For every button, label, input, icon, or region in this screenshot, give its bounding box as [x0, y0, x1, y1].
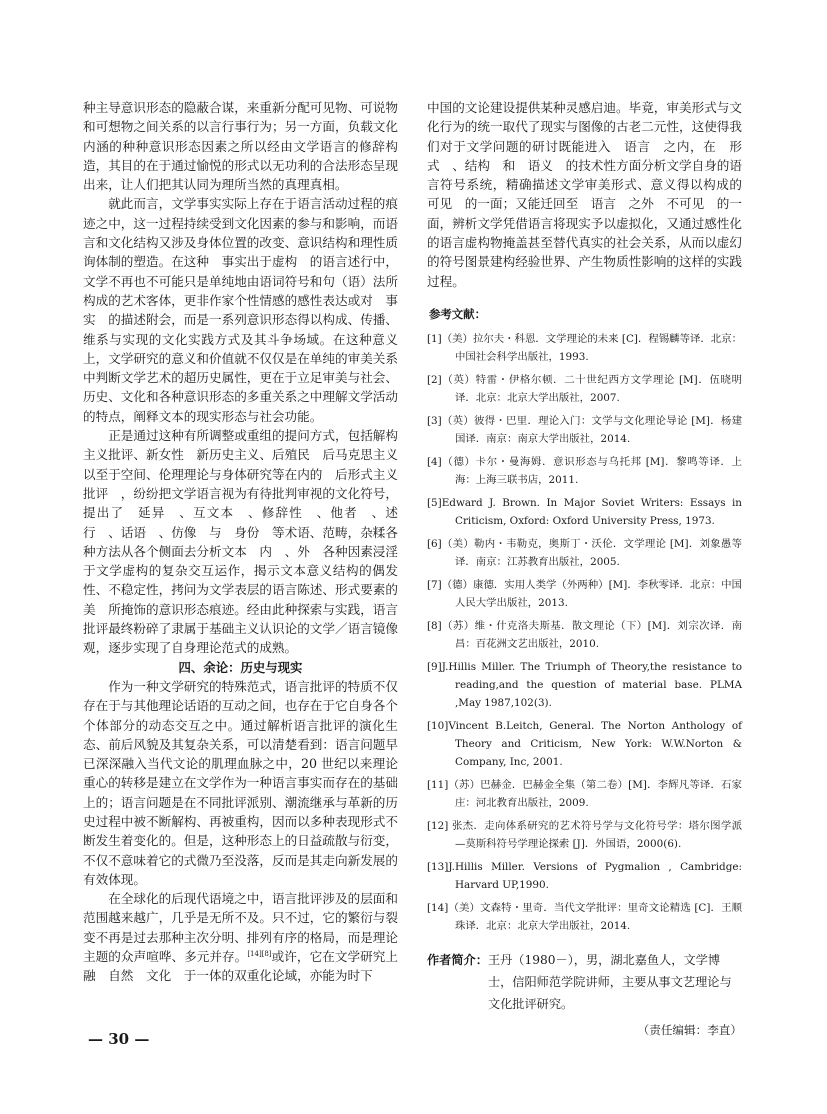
- body-paragraph: 作为一种文学研究的特殊范式，语言批评的特质不仅存在于与其他理论话语的互动之间，也存在于它自身各个个体部分的动态交互之中。通过解析语言批评的演化生态、前后风貌及其复杂关系，可以清楚看到：语言问题早已深深融入当代文论的肌理血脉之中，20 世纪以来理论重心的转移是建立在文学作为一种语言事实而存在的基础上的；语言问题是在不同批评派别、潮流继承与革新的历史过程中被不断解构、再被重构，因而以多种表现形式不断发生着变化的。但是，这种形态上的日益疏散与衍变，不仅不意味着它的式微乃至没落，反而是其走向新发展的有效体现。: [83, 678, 398, 887]
- reference-item: [6]（美）勒内・韦勒克，奥斯丁・沃伦．文学理论 [M]．刘象愚等译．南京：江苏教育出版社，2005.: [427, 538, 742, 569]
- author-bio: [427, 949, 742, 1015]
- body-paragraph: [83, 889, 398, 985]
- reference-item: [14]（美）文森特・里奇．当代文学批评：里奇文论精选 [C]．王顺珠译．北京：北京大学出版社，2014.: [427, 902, 742, 933]
- responsible-editor: （责任编辑：李直）: [637, 1023, 742, 1038]
- citation-marker: [14][8]: [247, 949, 272, 958]
- body-paragraph: 正是通过这种有所调整或重组的提问方式，包括解构主义批评、新女性 新历史主义、后殖民 后马克思主义以至于空间、伦理理论与身体研究等在内的 后形式主义批评 ，纷纷把文学语言视为有待批判审视的文化符号，提出了 延异 、互文本 、修辞性 、他者 、述行 、话语 、仿像 与 身份 等术语、范畴，杂糅各种方法从各个侧面去分析文本 内 、外 各种因素浸淫于文学虚构的复杂交互运作，揭示文本意义结构的偶发性、不稳定性，拷问为文学表层的语言陈述、形式要素的 美 所掩饰的意识形态痕迹。经由此种探索与实践，语言批评最终粉碎了隶属于基础主义认识论的文学／语言镜像观，逐步实现了自身理论范式的成熟。: [83, 428, 411, 656]
- author-bio-label: 作者简介：: [427, 953, 488, 968]
- reference-item: [12] 张杰．走向体系研究的艺术符号学与文化符号学：塔尔图学派—莫斯科符号学理论探索 [J]．外国语，2000(6).: [427, 820, 742, 851]
- reference-item: [5]Edward J. Brown. In Major Soviet Writers: Essays in Criticism, Oxford: Oxford University Press, 1973.: [427, 497, 742, 528]
- reference-item: [10]Vincent B.Leitch, General. The Norton Anthology of Theory and Criticism, New York: W.W.Norton & Company, Inc, 2001.: [427, 720, 742, 769]
- left-column: [83, 98, 411, 986]
- reference-list: [427, 330, 742, 935]
- reference-item: [9]J.Hillis Miller. The Triumph of Theory,the resistance to reading,and the question of material base. PLMA ,May 1987,102(3).: [427, 661, 742, 710]
- reference-item: [1]（美）拉尔夫・科恩．文学理论的未来 [C]．程锡麟等译．北京：中国社会科学出版社，1993.: [427, 333, 742, 364]
- body-text: 在全球化的后现代语境之中，语言批评涉及的层面和范围越来越广，几乎是无所不及。只不过，它的繁衍与裂变不再是过去那种主次分明、排列有序的格局，而是理论主题的众声喧哗、多元并存。: [83, 891, 398, 965]
- page-number: — 30 —: [88, 1030, 150, 1048]
- body-paragraph: 中国的文论建设提供某种灵感启迪。毕竟，审美形式与文化行为的统一取代了现实与图像的古老二元性，这使得我们对于文学问题的研讨既能进入 语言 之内，在 形式 、结构 和 语义 的技术性方面分析文学自身的语言符号系统，精确描述文学审美形式、意义得以构成的 可见 的一面；又能迁回至 语言 之外 不可见 的一面，辨析文学凭借语言将现实予以虚拟化，又通过感性化的语言虚构物掩盖甚至替代真实的社会关系，从而以虚幻的符号图景建构经验世界、产生物质性影响的这样的实践过程。: [427, 100, 755, 289]
- body-paragraph: 种主导意识形态的隐蔽合谋，来重新分配可见物、可说物和可想物之间关系的以言行事行为；另一方面，负载文化内涵的种种意识形态因素之所以经由文学语言的修辞构造，其目的在于通过愉悦的形式以无功利的合法形态呈现出来，让人们把其认同为理所当然的真理真相。: [83, 100, 398, 193]
- section-heading: 四、余论：历史与现实: [178, 659, 303, 675]
- reference-item: [13]J.Hillis Miller. Versions of Pygmalion , Cambridge: Harvard UP,1990.: [427, 861, 742, 892]
- reference-item: [4]（德）卡尔・曼海姆．意识形态与乌托邦 [M]．黎鸣等译．上海：上海三联书店，2011.: [427, 456, 742, 487]
- body-text: 或许，它在文学研究上融 自然 文化 于一体的双重化论域，亦能为时下: [83, 949, 399, 984]
- right-column: [427, 98, 755, 1041]
- author-bio-text: 王丹（1980－），男，湖北嘉鱼人，文学博士，信阳师范学院讲师，主要从事文艺理论与文化批评研究。: [487, 953, 732, 1012]
- reference-item: [2]（英）特雷・伊格尔顿．二十世纪西方文学理论 [M]．伍晓明译．北京：北京大学出版社，2007.: [427, 374, 742, 405]
- reference-item: [7]（德）康德．实用人类学（外两种）[M]．李秋零译．北京：中国人民大学出版社，2013.: [427, 579, 742, 610]
- body-paragraph: 就此而言，文学事实实际上存在于语言活动过程的痕迹之中，这一过程持续受到文化因素的参与和影响，而语言和文化结构又涉及身体位置的改变、意识结构和理性质询体制的塑造。在这种 事实出于虚构 的语言述行中，文学不再也不可能只是单纯地由语词符号和句（语）法所构成的艺术客体，更非作家个性情感的感性表达或对 事实 的描述附会，而是一系列意识形态得以构成、传播、维系与实现的文化实践方式及其斗争场域。在这种意义上，文学研究的意义和价值就不仅仅是在单纯的审美关系中判断文学艺术的超历史属性，更在于立足审美与社会、历史、文化和各种意识形态的多重关系之中理解文学活动的特点，阐释文本的现实形态与社会功能。: [83, 196, 398, 424]
- reference-item: [8]（苏）维・什克洛夫斯基．散文理论（下）[M]．刘宗次译．南昌：百花洲文艺出版社，2010.: [427, 620, 742, 651]
- reference-item: [3]（英）彼得・巴里．理论入门：文学与文化理论导论 [M]．杨建国译．南京：南京大学出版社，2014.: [427, 415, 742, 446]
- reference-item: [11]（苏）巴赫金．巴赫金全集（第二卷）[M]．李辉凡等译．石家庄：河北教育出版社，2009.: [427, 779, 742, 810]
- references-heading: 参考文献：: [429, 306, 486, 321]
